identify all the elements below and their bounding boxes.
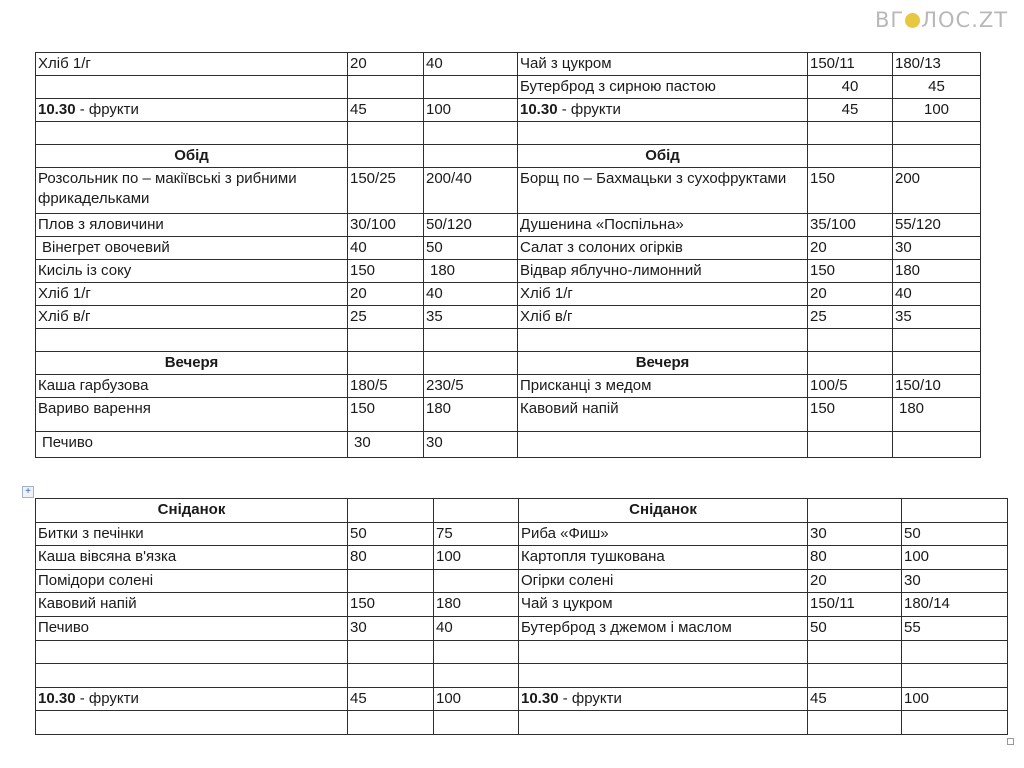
portion-large-cell bbox=[902, 640, 1008, 664]
portion-large-cell: 40 bbox=[424, 53, 518, 76]
dish-name-cell: Помідори солені bbox=[36, 569, 348, 593]
dish-name-cell: Печиво bbox=[36, 432, 348, 458]
time-label: 10.30 bbox=[521, 689, 559, 707]
portion-large-cell bbox=[893, 329, 981, 352]
portion-small-cell bbox=[348, 76, 424, 99]
portion-large-cell bbox=[424, 145, 518, 168]
portion-large-cell bbox=[893, 145, 981, 168]
dish-name-cell: Печиво bbox=[36, 616, 348, 640]
portion-small-cell: 20 bbox=[808, 283, 893, 306]
dish-name-cell bbox=[36, 711, 348, 735]
table-row bbox=[36, 329, 981, 352]
site-watermark-logo bbox=[875, 8, 1010, 34]
portion-small-cell bbox=[348, 640, 434, 664]
portion-large-cell: 50/120 bbox=[424, 214, 518, 237]
portion-large-cell: 30 bbox=[902, 569, 1008, 593]
portion-small-cell bbox=[348, 711, 434, 735]
meal-heading: Обід bbox=[36, 145, 348, 168]
portion-large-cell: 180 bbox=[893, 260, 981, 283]
portion-small-cell bbox=[808, 640, 902, 664]
portion-small-cell bbox=[348, 499, 434, 523]
meal-heading: Вечеря bbox=[518, 352, 808, 375]
portion-small-cell bbox=[348, 329, 424, 352]
menu-table-lunch-dinner bbox=[35, 52, 981, 458]
dish-name-cell: Хліб в/г bbox=[36, 306, 348, 329]
portion-small-cell: 150 bbox=[808, 398, 893, 432]
portion-large-cell bbox=[893, 352, 981, 375]
portion-large-cell bbox=[424, 76, 518, 99]
dish-name-cell: Салат з солоних огірків bbox=[518, 237, 808, 260]
portion-large-cell bbox=[434, 711, 519, 735]
dish-name-cell: Битки з печінки bbox=[36, 522, 348, 546]
dish-name-cell bbox=[519, 687, 808, 711]
dish-name-cell bbox=[519, 640, 808, 664]
portion-small-cell: 50 bbox=[808, 616, 902, 640]
portion-small-cell: 80 bbox=[348, 546, 434, 570]
time-label: 10.30 bbox=[38, 101, 76, 118]
table-row bbox=[36, 522, 1008, 546]
table-row bbox=[36, 53, 981, 76]
portion-small-cell bbox=[808, 329, 893, 352]
dish-name-cell bbox=[36, 99, 348, 122]
table-row bbox=[36, 352, 981, 375]
dish-name-cell: Кавовий напій bbox=[36, 593, 348, 617]
portion-large-cell bbox=[434, 640, 519, 664]
portion-small-cell bbox=[348, 122, 424, 145]
portion-large-cell: 45 bbox=[893, 76, 981, 99]
portion-small-cell: 80 bbox=[808, 546, 902, 570]
dish-name: - фрукти bbox=[558, 689, 622, 707]
portion-small-cell: 25 bbox=[348, 306, 424, 329]
portion-small-cell: 50 bbox=[348, 522, 434, 546]
portion-small-cell: 150 bbox=[808, 168, 893, 214]
portion-large-cell bbox=[893, 432, 981, 458]
portion-small-cell: 180/5 bbox=[348, 375, 424, 398]
portion-small-cell: 45 bbox=[808, 99, 893, 122]
portion-large-cell: 200 bbox=[893, 168, 981, 214]
dish-name-cell: Огірки солені bbox=[519, 569, 808, 593]
portion-large-cell bbox=[434, 569, 519, 593]
portion-large-cell: 180 bbox=[424, 398, 518, 432]
dish-name-cell: Розсольник по – макіївські з рибними фрикадельками bbox=[36, 168, 348, 214]
portion-small-cell bbox=[808, 352, 893, 375]
dish-name-cell: Хліб 1/г bbox=[36, 283, 348, 306]
portion-small-cell: 150 bbox=[808, 260, 893, 283]
portion-large-cell: 75 bbox=[434, 522, 519, 546]
portion-small-cell: 150 bbox=[348, 260, 424, 283]
dish-name: - фрукти bbox=[75, 101, 139, 118]
table-row bbox=[36, 711, 1008, 735]
dish-name-cell bbox=[36, 687, 348, 711]
dish-name-cell bbox=[518, 329, 808, 352]
portion-small-cell bbox=[808, 145, 893, 168]
portion-large-cell bbox=[902, 664, 1008, 688]
portion-small-cell: 150/11 bbox=[808, 593, 902, 617]
portion-large-cell: 180/13 bbox=[893, 53, 981, 76]
table-row bbox=[36, 122, 981, 145]
table-row bbox=[36, 145, 981, 168]
dish-name-cell: Присканці з медом bbox=[518, 375, 808, 398]
meal-heading: Обід bbox=[518, 145, 808, 168]
portion-large-cell bbox=[893, 122, 981, 145]
dish-name-cell bbox=[36, 640, 348, 664]
meal-heading: Вечеря bbox=[36, 352, 348, 375]
dish-name-cell: Чай з цукром bbox=[518, 53, 808, 76]
portion-small-cell bbox=[808, 499, 902, 523]
portion-small-cell: 45 bbox=[348, 687, 434, 711]
dish-name-cell bbox=[519, 711, 808, 735]
dish-name-cell: Вінегрет овочевий bbox=[36, 237, 348, 260]
table-row bbox=[36, 499, 1008, 523]
portion-small-cell bbox=[808, 664, 902, 688]
table-row bbox=[36, 237, 981, 260]
dish-name-cell: Кисіль із соку bbox=[36, 260, 348, 283]
speaker-icon bbox=[905, 13, 920, 28]
portion-large-cell bbox=[424, 122, 518, 145]
dish-name-cell: Каша вівсяна в'язка bbox=[36, 546, 348, 570]
portion-small-cell: 30 bbox=[348, 616, 434, 640]
dish-name-cell bbox=[519, 664, 808, 688]
dish-name-cell: Вариво варення bbox=[36, 398, 348, 432]
table-row bbox=[36, 687, 1008, 711]
dish-name-cell: Хліб 1/г bbox=[36, 53, 348, 76]
portion-large-cell: 40 bbox=[434, 616, 519, 640]
portion-small-cell bbox=[348, 352, 424, 375]
watermark-text-left: ВГ bbox=[875, 8, 905, 32]
portion-large-cell: 180/14 bbox=[902, 593, 1008, 617]
portion-small-cell: 20 bbox=[808, 569, 902, 593]
dish-name-cell: Плов з яловичини bbox=[36, 214, 348, 237]
table-row bbox=[36, 76, 981, 99]
dish-name-cell: Душенина «Поспільна» bbox=[518, 214, 808, 237]
table-row bbox=[36, 593, 1008, 617]
portion-small-cell bbox=[348, 145, 424, 168]
portion-large-cell: 180 bbox=[893, 398, 981, 432]
dish-name-cell: Картопля тушкована bbox=[519, 546, 808, 570]
dish-name-cell bbox=[36, 122, 348, 145]
dish-name-cell bbox=[518, 99, 808, 122]
portion-small-cell: 25 bbox=[808, 306, 893, 329]
dish-name-cell bbox=[36, 664, 348, 688]
portion-small-cell: 150/25 bbox=[348, 168, 424, 214]
portion-large-cell: 35 bbox=[424, 306, 518, 329]
dish-name-cell bbox=[36, 76, 348, 99]
table-row bbox=[36, 546, 1008, 570]
portion-small-cell bbox=[348, 569, 434, 593]
table-row bbox=[36, 569, 1008, 593]
portion-small-cell: 150 bbox=[348, 593, 434, 617]
portion-large-cell: 200/40 bbox=[424, 168, 518, 214]
dish-name-cell: Бутерброд з сирною пастою bbox=[518, 76, 808, 99]
portion-small-cell: 40 bbox=[348, 237, 424, 260]
table-row bbox=[36, 398, 981, 432]
dish-name-cell: Каша гарбузова bbox=[36, 375, 348, 398]
portion-large-cell: 40 bbox=[424, 283, 518, 306]
portion-small-cell: 30 bbox=[348, 432, 424, 458]
dish-name-cell: Кавовий напій bbox=[518, 398, 808, 432]
portion-large-cell: 100 bbox=[902, 546, 1008, 570]
portion-large-cell bbox=[902, 711, 1008, 735]
table-row bbox=[36, 375, 981, 398]
portion-large-cell: 40 bbox=[893, 283, 981, 306]
portion-large-cell: 100 bbox=[434, 687, 519, 711]
portion-large-cell bbox=[434, 664, 519, 688]
portion-large-cell: 30 bbox=[893, 237, 981, 260]
table-row bbox=[36, 306, 981, 329]
portion-large-cell: 55/120 bbox=[893, 214, 981, 237]
portion-small-cell: 20 bbox=[348, 283, 424, 306]
portion-large-cell: 180 bbox=[424, 260, 518, 283]
dish-name-cell: Борщ по – Бахмацьки з сухофруктами bbox=[518, 168, 808, 214]
dish-name: - фрукти bbox=[75, 689, 139, 707]
watermark-text-right: ЛОС.ZT bbox=[921, 8, 1009, 32]
portion-large-cell: 50 bbox=[902, 522, 1008, 546]
portion-large-cell bbox=[434, 499, 519, 523]
meal-heading: Сніданок bbox=[36, 499, 348, 523]
portion-large-cell: 100 bbox=[424, 99, 518, 122]
portion-small-cell: 20 bbox=[808, 237, 893, 260]
portion-small-cell: 40 bbox=[808, 76, 893, 99]
dish-name-cell: Відвар яблучно-лимонний bbox=[518, 260, 808, 283]
portion-large-cell: 55 bbox=[902, 616, 1008, 640]
table-row bbox=[36, 664, 1008, 688]
portion-small-cell: 45 bbox=[348, 99, 424, 122]
portion-large-cell bbox=[424, 329, 518, 352]
dish-name-cell: Хліб 1/г bbox=[518, 283, 808, 306]
move-icon[interactable]: + bbox=[22, 486, 34, 498]
dish-name: - фрукти bbox=[557, 101, 621, 118]
portion-small-cell bbox=[808, 122, 893, 145]
portion-small-cell bbox=[348, 664, 434, 688]
table-row bbox=[36, 432, 981, 458]
table-row bbox=[36, 99, 981, 122]
portion-large-cell: 230/5 bbox=[424, 375, 518, 398]
portion-small-cell: 150 bbox=[348, 398, 424, 432]
dish-name-cell bbox=[36, 329, 348, 352]
table-row bbox=[36, 640, 1008, 664]
time-label: 10.30 bbox=[38, 689, 76, 707]
dish-name-cell: Бутерброд з джемом і маслом bbox=[519, 616, 808, 640]
portion-large-cell: 50 bbox=[424, 237, 518, 260]
dish-name-cell: Хліб в/г bbox=[518, 306, 808, 329]
portion-large-cell bbox=[424, 352, 518, 375]
dish-name-cell: Чай з цукром bbox=[519, 593, 808, 617]
resize-icon[interactable] bbox=[1007, 738, 1014, 745]
portion-large-cell bbox=[902, 499, 1008, 523]
menu-table-breakfast bbox=[35, 498, 1008, 735]
portion-small-cell: 45 bbox=[808, 687, 902, 711]
table-row bbox=[36, 283, 981, 306]
time-label: 10.30 bbox=[520, 101, 558, 118]
portion-small-cell: 100/5 bbox=[808, 375, 893, 398]
portion-small-cell: 20 bbox=[348, 53, 424, 76]
portion-large-cell: 180 bbox=[434, 593, 519, 617]
portion-large-cell: 150/10 bbox=[893, 375, 981, 398]
portion-large-cell: 100 bbox=[902, 687, 1008, 711]
meal-heading: Сніданок bbox=[519, 499, 808, 523]
portion-small-cell: 30 bbox=[808, 522, 902, 546]
dish-name-cell bbox=[518, 122, 808, 145]
table-row bbox=[36, 260, 981, 283]
dish-name-cell: Риба «Фиш» bbox=[519, 522, 808, 546]
portion-small-cell bbox=[808, 432, 893, 458]
table-row bbox=[36, 214, 981, 237]
dish-name-cell bbox=[518, 432, 808, 458]
table-row bbox=[36, 168, 981, 214]
portion-small-cell: 35/100 bbox=[808, 214, 893, 237]
portion-small-cell: 30/100 bbox=[348, 214, 424, 237]
portion-large-cell: 100 bbox=[893, 99, 981, 122]
portion-large-cell: 100 bbox=[434, 546, 519, 570]
portion-large-cell: 35 bbox=[893, 306, 981, 329]
portion-small-cell bbox=[808, 711, 902, 735]
portion-large-cell: 30 bbox=[424, 432, 518, 458]
portion-small-cell: 150/11 bbox=[808, 53, 893, 76]
table-row bbox=[36, 616, 1008, 640]
